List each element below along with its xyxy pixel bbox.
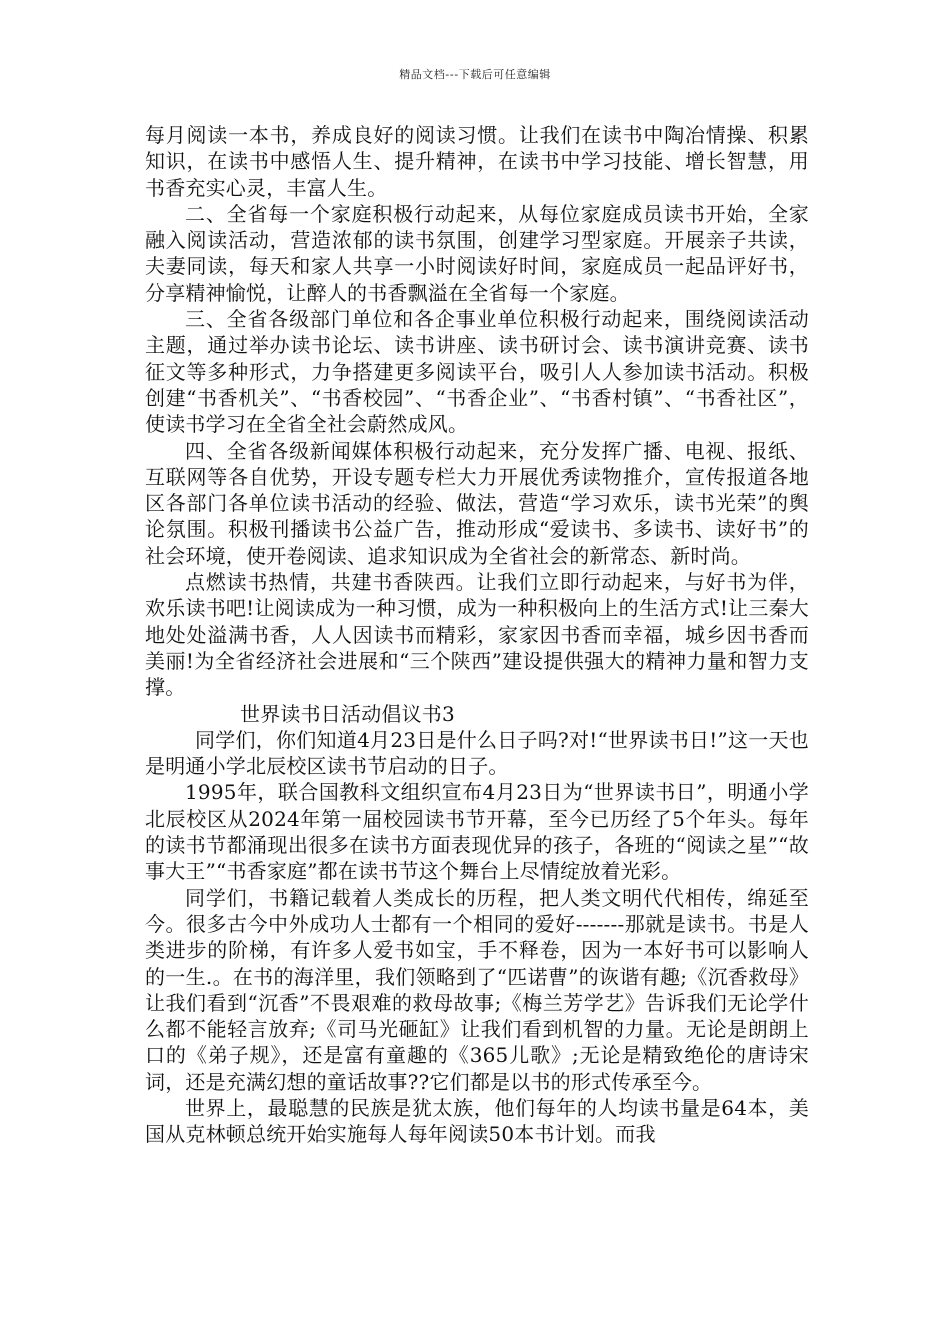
paragraph-continuation: 每月阅读一本书，养成良好的阅读习惯。让我们在读书中陶冶情操、积累知识，在读书中感悟人生、提升精神，在读书中学习技能、增长智慧，用书香充实心灵，丰富人生。: [145, 123, 809, 200]
paragraph-media-reading: 四、全省各级新闻媒体积极行动起来，充分发挥广播、电视、报纸、互联网等各自优势，开设专题专栏大力开展优秀读物推介，宣传报道各地区各部门各单位读书活动的经验、做法，营造“学习欢乐，读书光荣”的舆论氛围。积极刊播读书公益广告，推动形成“爱读书、多读书、读好书”的社会环境，使开卷阅读、追求知识成为全省社会的新常态、新时尚。: [145, 438, 809, 568]
paragraph-family-reading: 二、全省每一个家庭积极行动起来，从每位家庭成员读书开始，全家融入阅读活动，营造浓郁的读书氛围，创建学习型家庭。开展亲子共读，夫妻同读，每天和家人共享一小时阅读好时间，家庭成员一起品评好书，分享精神愉悦，让醉人的书香飘溢在全省每一个家庭。: [145, 201, 809, 305]
paragraph-history: 1995年，联合国教科文组织宣布4月23日为“世界读书日”，明通小学北辰校区从2024年第一届校园读书节开幕，至今已历经了5个年头。每年的读书节都涌现出很多在读书方面表现优异的孩子，各班的“阅读之星”“故事大王”“书香家庭”都在读书节这个舞台上尽情绽放着光彩。: [145, 780, 809, 884]
paragraph-students-intro: 同学们，你们知道4月23日是什么日子吗?对!“世界读书日!”这一天也是明通小学北辰校区读书节启动的日子。: [145, 727, 809, 779]
page-header: 精品文档---下载后可任意编辑: [399, 68, 551, 81]
paragraph-units-reading: 三、全省各级部门单位和各企事业单位积极行动起来，围绕阅读活动主题，通过举办读书论坛、读书讲座、读书研讨会、读书演讲竞赛、读书征文等多种形式，力争搭建更多阅读平台，吸引人人参加读书活动。积极创建“书香机关”、“书香校园”、“书香企业”、“书香村镇”、“书香社区”，使读书学习在全省全社会蔚然成风。: [145, 307, 809, 437]
document-body: [145, 122, 809, 1148]
paragraph-world-reading: 世界上，最聪慧的民族是犹太族，他们每年的人均读书量是64本，美国从克林顿总统开始实施每人每年阅读50本书计划。而我: [145, 1095, 809, 1147]
paragraph-books-value: 同学们，书籍记载着人类成长的历程，把人类文明代代相传，绵延至今。很多古今中外成功人士都有一个相同的爱好-------那就是读书。书是人类进步的阶梯，有许多人爱书如宝，手不释卷，因为一本好书可以影响人的一生.。在书的海洋里，我们领略到了“匹诺曹”的诙谐有趣;《沉香救母》让我们看到“沉香”不畏艰难的救母故事;《梅兰芳学艺》告诉我们无论学什么都不能轻言放弃;《司马光砸缸》让我们看到机智的力量。无论是朗朗上口的《弟子规》，还是富有童趣的《365儿歌》;无论是精致绝伦的唐诗宋词，还是充满幻想的童话故事??它们都是以书的形式传承至今。: [145, 885, 809, 1094]
paragraph-call-to-action: 点燃读书热情，共建书香陕西。让我们立即行动起来，与好书为伴，欢乐读书吧!让阅读成为一种习惯，成为一种积极向上的生活方式!让三秦大地处处溢满书香，人人因读书而精彩，家家因书香而幸福，城乡因书香而美丽!为全省经济社会进展和“三个陕西”建设提供强大的精神力量和智力支撑。: [145, 570, 809, 700]
section-title: 世界读书日活动倡议书3: [240, 701, 455, 726]
